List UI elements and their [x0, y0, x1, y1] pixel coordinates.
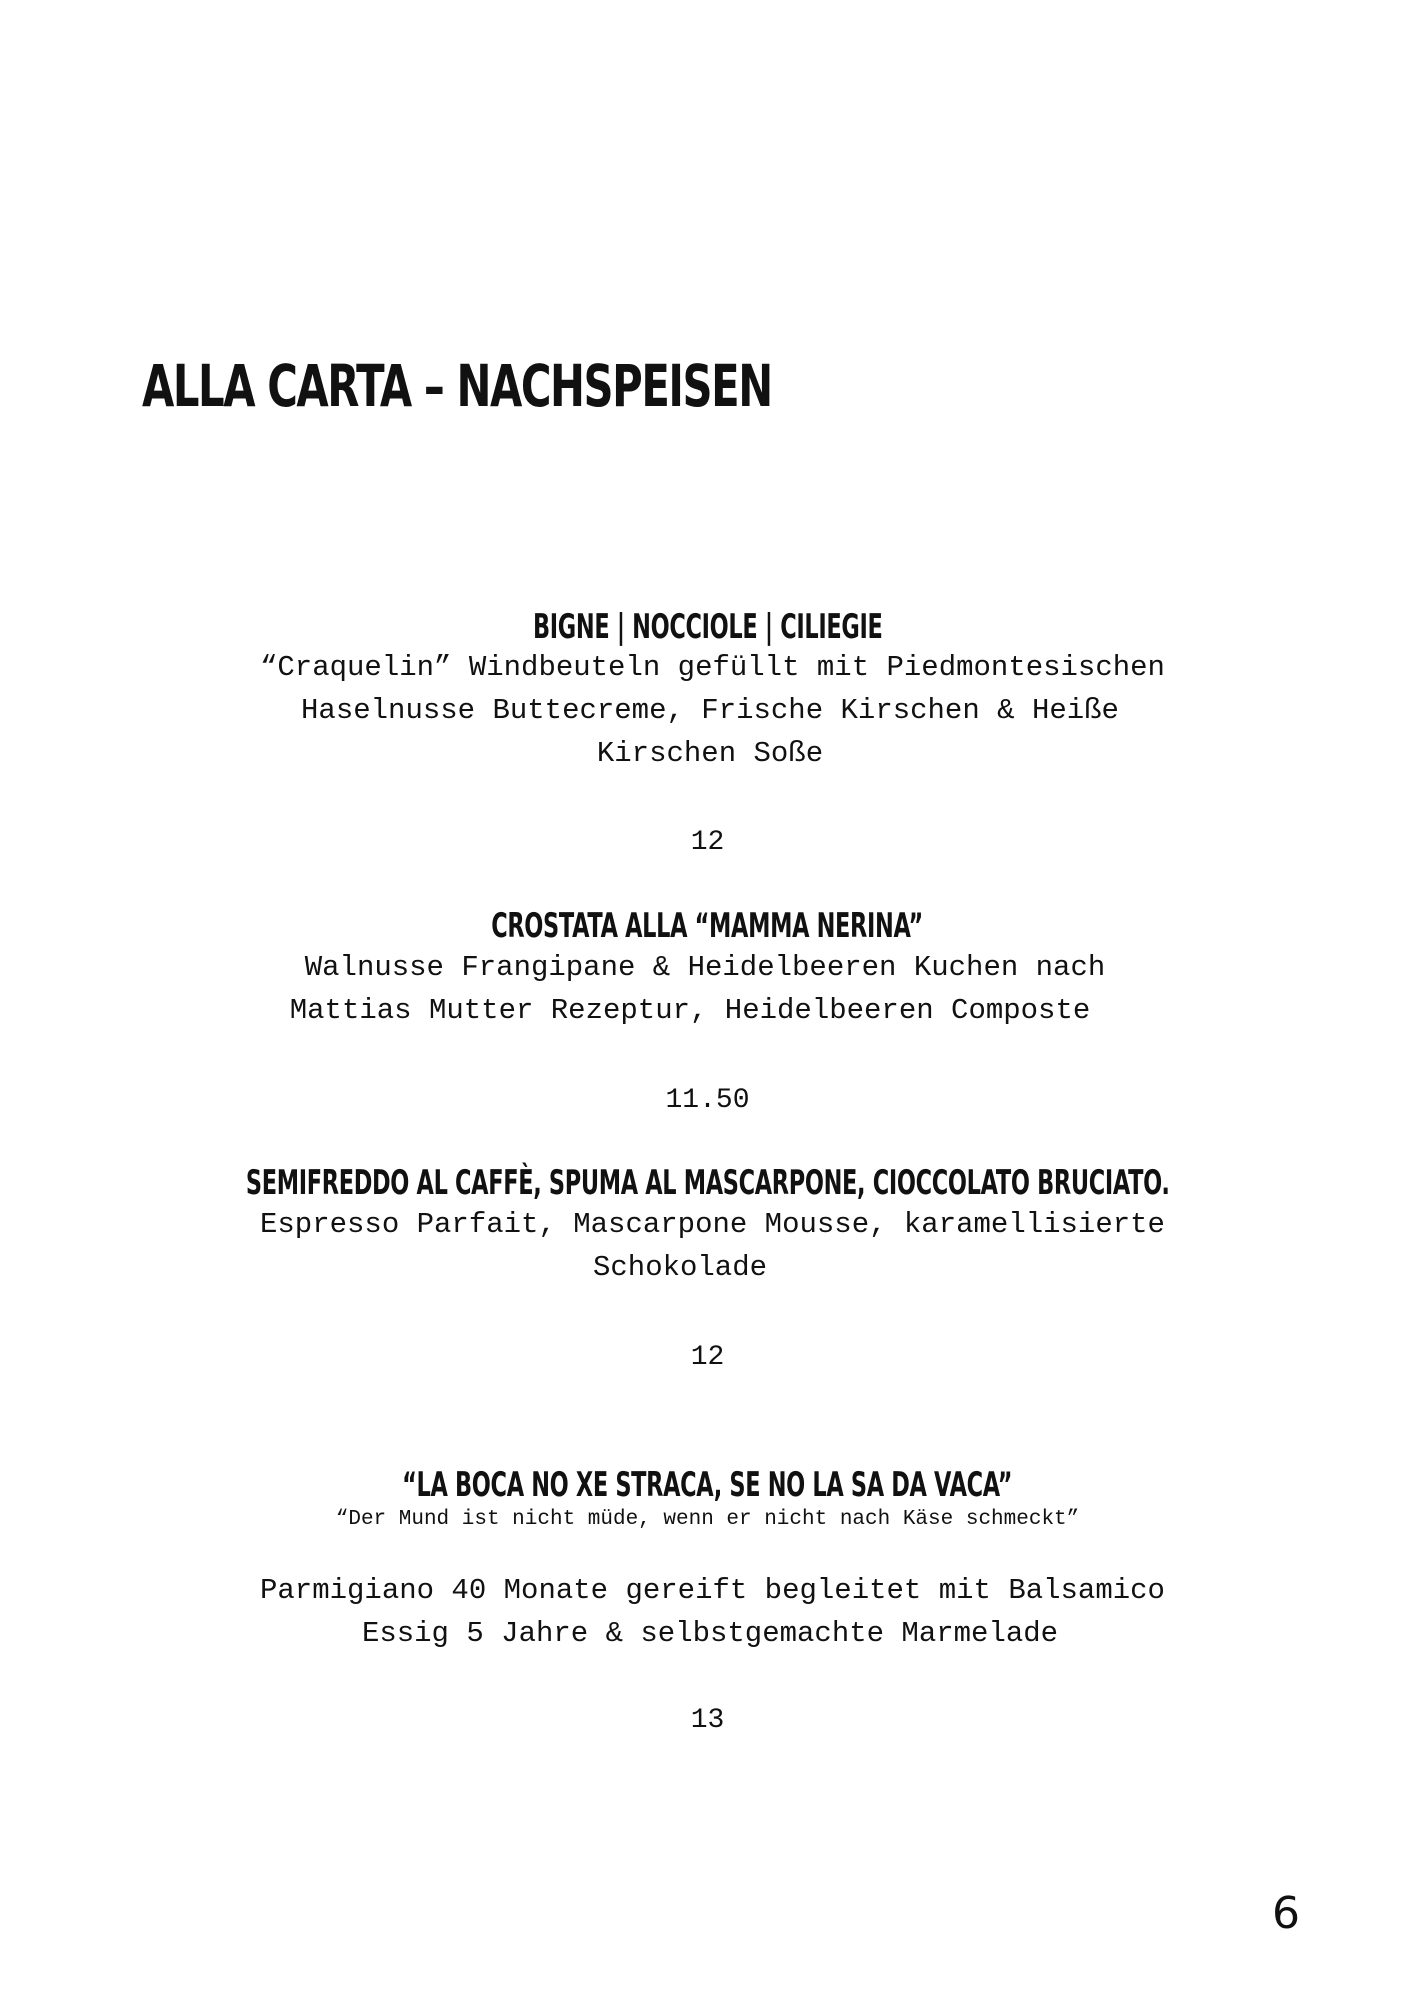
dish-description: [260, 1203, 1165, 1289]
description-line: “Craquelin” Windbeuteln gefüllt mit Piedmontesischen: [260, 651, 1165, 684]
description-line: Kirschen Soße: [596, 737, 824, 770]
description-line: Espresso Parfait, Mascarpone Mousse, karamellisierte: [260, 1208, 1165, 1241]
dish-name: BIGNE | NOCCIOLE | CILIEGIE: [532, 607, 883, 647]
description-line: Walnusse Frangipane & Heidelbeeren Kuchen nach: [304, 951, 1106, 984]
dish-name: SEMIFREDDO AL CAFFÈ, SPUMA AL MASCARPONE, CIOCCOLATO BRUCIATO.: [245, 1163, 1170, 1203]
description-line: Mattias Mutter Rezeptur, Heidelbeeren Composte: [289, 994, 1091, 1027]
page-number: 6: [1272, 1888, 1300, 1939]
page-title: ALLA CARTA – NACHSPEISEN: [142, 352, 772, 420]
dish-price: 12: [690, 1342, 725, 1373]
dish-price: 11.50: [665, 1085, 750, 1116]
dish-price: 12: [690, 827, 725, 858]
dish-quote: “Der Mund ist nicht müde, wenn er nicht nach Käse schmeckt”: [335, 1508, 1080, 1531]
dish-description: [260, 1569, 1165, 1655]
description-line: Haselnusse Buttecreme, Frische Kirschen & Heiße: [301, 694, 1119, 727]
dish-name: “LA BOCA NO XE STRACA, SE NO LA SA DA VACA”: [402, 1465, 1013, 1505]
dish-description: [260, 646, 1165, 775]
description-line: Parmigiano 40 Monate gereift begleitet mit Balsamico: [260, 1574, 1165, 1607]
description-line: Essig 5 Jahre & selbstgemachte Marmelade: [361, 1617, 1059, 1650]
dish-price: 13: [690, 1705, 725, 1736]
description-line: Schokolade: [592, 1251, 768, 1284]
dish-description: [280, 946, 1130, 1032]
dish-name: CROSTATA ALLA “MAMMA NERINA”: [491, 906, 924, 946]
